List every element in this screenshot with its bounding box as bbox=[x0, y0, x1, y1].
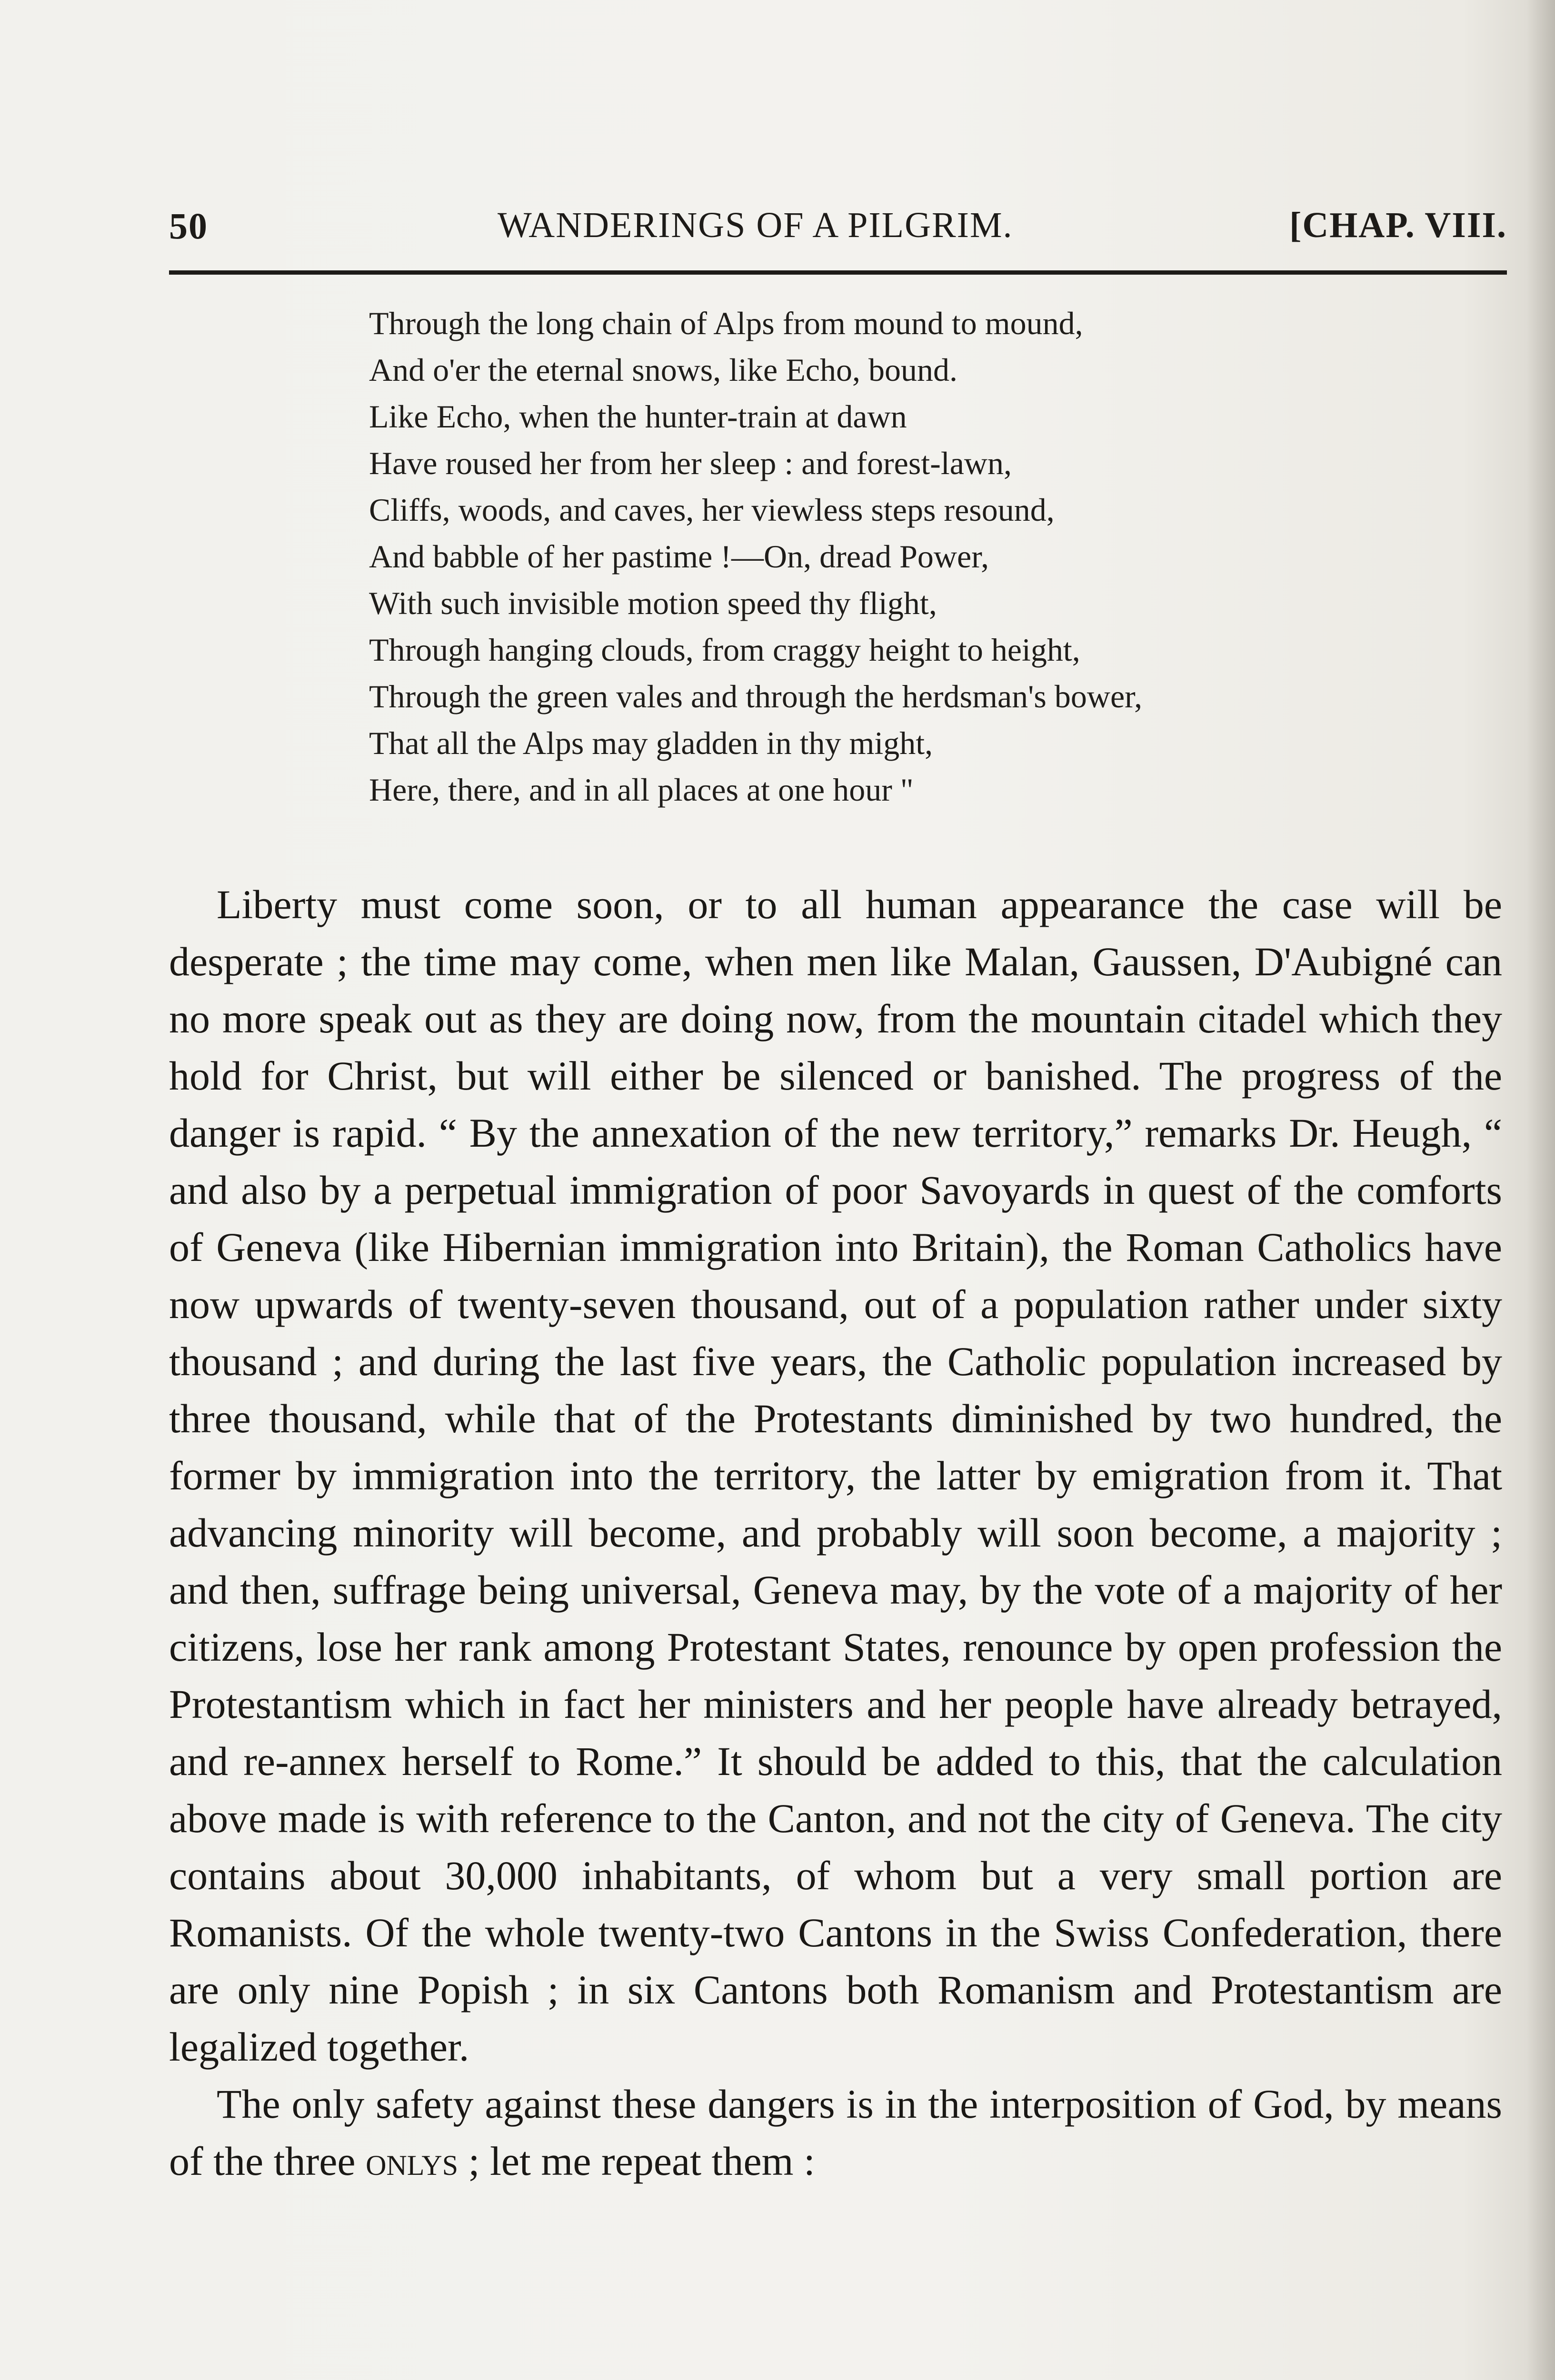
poem-line: And o'er the eternal snows, like Echo, bound. bbox=[369, 352, 957, 388]
paragraph bbox=[169, 2075, 1502, 2190]
chapter-reference: [CHAP. VIII. bbox=[1289, 205, 1507, 245]
poem-line: That all the Alps may gladden in thy might, bbox=[369, 725, 933, 761]
running-title: WANDERINGS OF A PILGRIM. bbox=[498, 205, 1013, 245]
body-text bbox=[169, 876, 1502, 2190]
small-caps-term: onlys bbox=[366, 2138, 459, 2184]
poem-line: Through the green vales and through the herdsman's bower, bbox=[369, 678, 1143, 714]
poem-line: Through the long chain of Alps from mound to mound, bbox=[369, 305, 1083, 341]
poem-line: Through hanging clouds, from craggy height to height, bbox=[369, 632, 1080, 668]
poem-line: Like Echo, when the hunter-train at dawn bbox=[369, 398, 907, 435]
paragraph-text: ; let me repeat them : bbox=[468, 2138, 815, 2184]
poem-line: And babble of her pastime !—On, dread Power, bbox=[369, 538, 989, 575]
paragraph: Liberty must come soon, or to all human appearance the case will be desperate ; the time may come, when men like Malan, Gaussen, D'Aubigné can no more speak out as they are doing now, from the mountain citadel which they hold for Christ, but will either be silenced or banished. The progress of the danger is rapid. “ By the annexation of the new territory,” remarks Dr. Heugh, “ and also by a perpetual immigration of poor Savoyards in quest of the comforts of Geneva (like Hibernian immigration into Britain), the Roman Catholics have now upwards of twenty-seven thousand, out of a population rather under sixty thousand ; and during the last five years, the Catholic population increased by three thousand, while that of the Protestants diminished by two hundred, the former by immigration into the territory, the latter by emigration from it. That advancing minority will become, and probably will soon become, a majority ; and then, suffrage being universal, Geneva may, by the vote of a majority of her citizens, lose her rank among Protestant States, renounce by open profession the Protestantism which in fact her ministers and her people have already betrayed, and re-annex herself to Rome.” It should be added to this, that the calculation above made is with reference to the Canton, and not the city of Geneva. The city contains about 30,000 inhabitants, of whom but a very small portion are Romanists. Of the whole twenty-two Cantons in the Swiss Confederation, there are only nine Popish ; in six Cantons both Romanism and Protestantism are legalized together. bbox=[169, 882, 1502, 2070]
poem-line: Here, there, and in all places at one hour " bbox=[369, 772, 914, 808]
poem-line: Have roused her from her sleep : and forest-lawn, bbox=[369, 445, 1012, 481]
poem-line: With such invisible motion speed thy flight, bbox=[369, 585, 937, 621]
poem-excerpt bbox=[369, 300, 1512, 813]
page-number: 50 bbox=[169, 205, 208, 247]
header-rule bbox=[169, 270, 1507, 275]
page-header bbox=[169, 205, 1507, 257]
poem-line: Cliffs, woods, and caves, her viewless steps resound, bbox=[369, 492, 1055, 528]
page-edge-shadow bbox=[1526, 0, 1555, 2380]
paragraph-text: The only safety against these dangers is in the interposition of God, by means of the three bbox=[169, 2081, 1502, 2184]
